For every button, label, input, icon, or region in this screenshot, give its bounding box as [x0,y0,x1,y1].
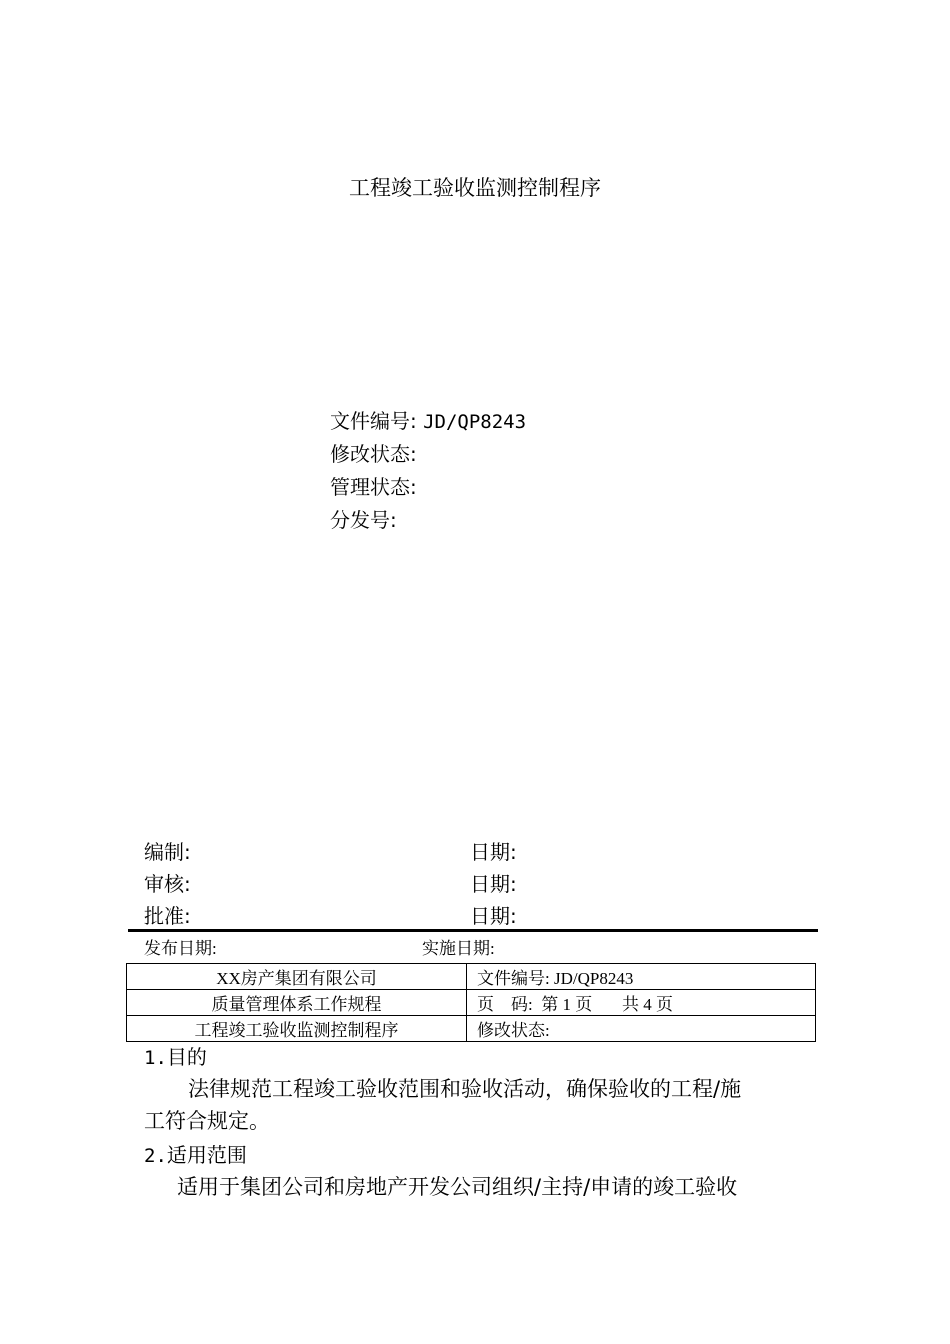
revision-cell: 修改状态: [467,1016,816,1042]
page-number-cell: 页 码: 第 1 页 共 4 页 [467,990,816,1016]
section-1-line-2: 工符合规定。 [144,1109,270,1133]
system-cell: 质量管理体系工作规程 [127,990,467,1016]
procedure-cell: 工程竣工验收监测控制程序 [127,1016,467,1042]
divider-rule [128,929,818,932]
section-1-heading [144,1041,207,1070]
section-2-line-1: 适用于集团公司和房地产开发公司组织/主持/申请的竣工验收 [177,1175,738,1199]
distribution-number-label: 分发号: [330,508,397,532]
doc-number-label: 文件编号: [330,409,417,433]
document-title: 工程竣工验收监测控制程序 [349,176,601,200]
prepared-date-label: 日期: [470,840,517,864]
revision-status-label: 修改状态: [330,442,417,466]
document-header-table [126,963,816,1042]
doc-number-value: JD/QP8243 [423,411,527,433]
management-status-label: 管理状态: [330,475,417,499]
approved-date-label: 日期: [470,904,517,928]
section-1-line-1: 法律规范工程竣工验收范围和验收活动，确保验收的工程/施 [188,1077,742,1101]
table-row [127,964,816,990]
table-row [127,1016,816,1042]
issue-date-label: 发布日期: [144,939,217,958]
table-row [127,990,816,1016]
effective-date-label: 实施日期: [422,939,495,958]
section-2-title: 适用范围 [166,1143,247,1167]
prepared-by-label: 编制: [144,840,191,864]
section-2-heading [144,1139,247,1168]
reviewed-by-label: 审核: [144,872,191,896]
doc-number-cell: 文件编号: JD/QP8243 [467,964,816,990]
company-cell: XX房产集团有限公司 [127,964,467,990]
section-2-number: 2. [144,1145,167,1167]
reviewed-date-label: 日期: [470,872,517,896]
section-1-number: 1. [144,1047,167,1069]
section-1-title: 目的 [166,1045,207,1069]
approved-by-label: 批准: [144,904,191,928]
doc-number-line [330,405,526,434]
